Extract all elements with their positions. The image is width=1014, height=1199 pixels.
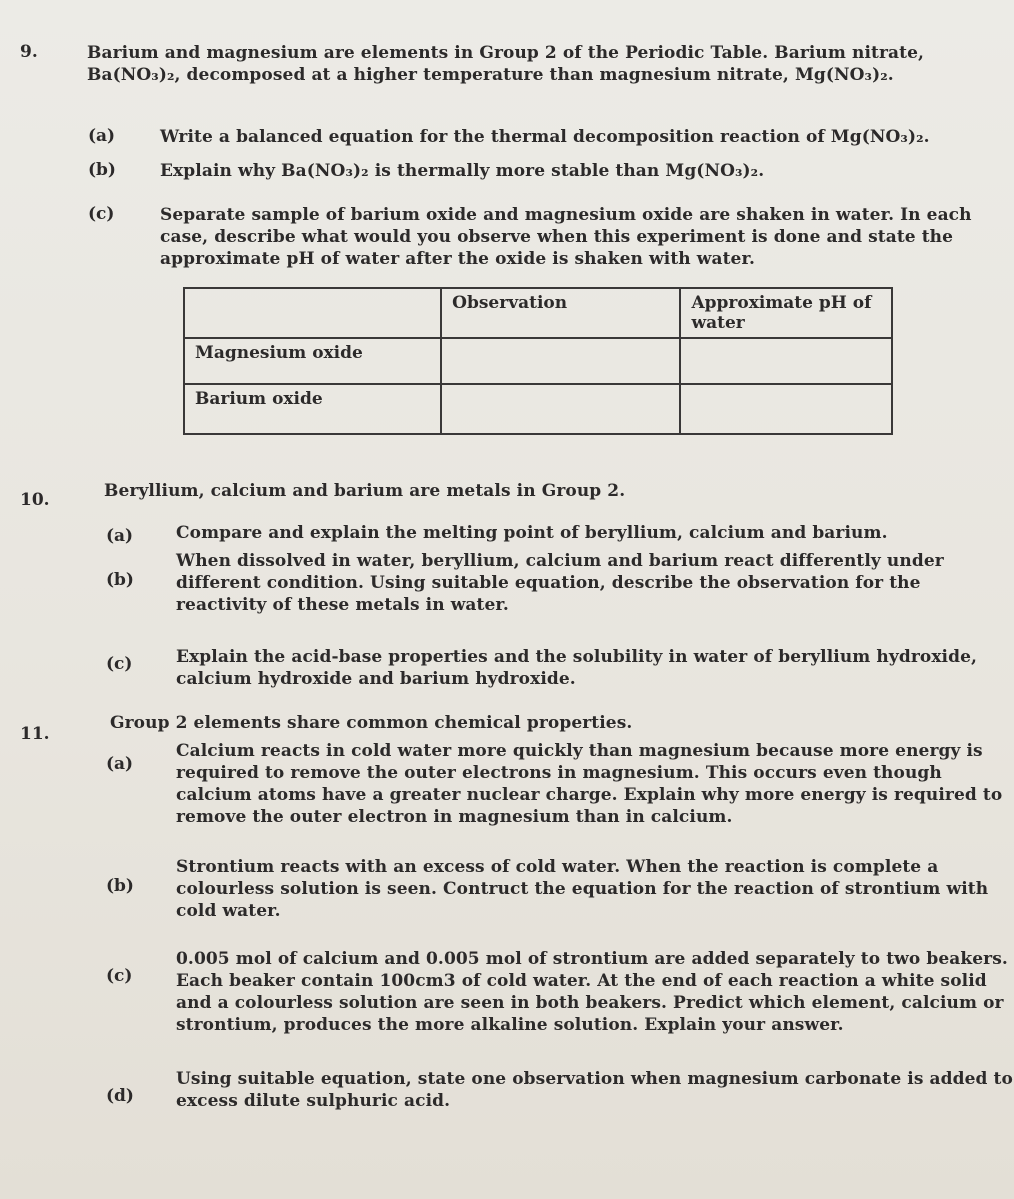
question-11a-label: (a)	[106, 754, 134, 774]
text-line: When dissolved in water, beryllium, calcium and barium react differently under	[176, 551, 944, 571]
text-line: strontium, produces the more alkaline solution. Explain your answer.	[176, 1015, 844, 1035]
text-line: cold water.	[176, 901, 281, 921]
question-9a-label: (a)	[88, 126, 116, 146]
question-10b-label: (b)	[106, 570, 134, 590]
question-10-intro	[104, 480, 625, 502]
question-9c-label: (c)	[88, 204, 115, 224]
text-line: calcium hydroxide and barium hydroxide.	[176, 669, 576, 689]
question-9b-text	[160, 160, 764, 182]
text-line: Beryllium, calcium and barium are metals in Group 2.	[104, 481, 626, 501]
observation-table	[183, 287, 893, 435]
text-line: Barium and magnesium are elements in Group 2 of the Periodic Table. Barium nitrate,	[87, 43, 925, 63]
text-line: Strontium reacts with an excess of cold water. When the reaction is complete a	[176, 857, 939, 877]
text-line: 0.005 mol of calcium and 0.005 mol of strontium are added separately to two beakers.	[176, 949, 1008, 969]
text-line: Explain why Ba(NO₃)₂ is thermally more stable than Mg(NO₃)₂.	[160, 161, 765, 181]
question-10a-text	[176, 522, 888, 544]
question-10a-label: (a)	[106, 526, 134, 546]
table-row	[184, 338, 892, 384]
table-header-observation: Observation	[441, 288, 680, 338]
text-line: different condition. Using suitable equation, describe the observation for the	[176, 573, 921, 593]
table-row-label: Magnesium oxide	[184, 338, 441, 384]
question-11c-label: (c)	[106, 966, 133, 986]
text-line: Write a balanced equation for the thermal decomposition reaction of Mg(NO₃)₂.	[160, 127, 930, 147]
question-11b-label: (b)	[106, 876, 134, 896]
text-line: Using suitable equation, state one observation when magnesium carbonate is added to	[176, 1069, 1013, 1089]
table-row	[184, 384, 892, 434]
text-line: reactivity of these metals in water.	[176, 595, 509, 615]
text-line: and a colourless solution are seen in both beakers. Predict which element, calcium or	[176, 993, 1004, 1013]
question-11b-text	[176, 856, 988, 922]
text-line: approximate pH of water after the oxide is shaken with water.	[160, 249, 755, 269]
table-cell-ph[interactable]	[680, 338, 892, 384]
text-line: colourless solution is seen. Contruct the equation for the reaction of strontium with	[176, 879, 989, 899]
text-line: Explain the acid-base properties and the solubility in water of beryllium hydroxide,	[176, 647, 978, 667]
question-10c-text	[176, 646, 977, 690]
question-9-number: 9.	[20, 42, 38, 62]
text-line: case, describe what would you observe when this experiment is done and state the	[160, 227, 954, 247]
table-row-label: Barium oxide	[184, 384, 441, 434]
question-9a-text	[160, 126, 930, 148]
question-10c-label: (c)	[106, 654, 133, 674]
question-11c-text	[176, 948, 1008, 1036]
table-header-row	[184, 288, 892, 338]
question-9b-label: (b)	[88, 160, 116, 180]
table-header-blank	[184, 288, 441, 338]
text-line: Ba(NO₃)₂, decomposed at a higher temperature than magnesium nitrate, Mg(NO₃)₂.	[87, 65, 894, 85]
question-11-intro	[110, 712, 632, 734]
text-line: Each beaker contain 100cm3 of cold water. At the end of each reaction a white solid	[176, 971, 987, 991]
text-line: remove the outer electron in magnesium than in calcium.	[176, 807, 733, 827]
question-10b-text	[176, 550, 944, 616]
table-cell-ph[interactable]	[680, 384, 892, 434]
text-line: required to remove the outer electrons in magnesium. This occurs even though	[176, 763, 942, 783]
text-line: Separate sample of barium oxide and magnesium oxide are shaken in water. In each	[160, 205, 972, 225]
question-11-number: 11.	[20, 724, 50, 744]
question-9-intro	[87, 42, 924, 86]
table-cell-observation[interactable]	[441, 384, 680, 434]
question-9c-text	[160, 204, 972, 270]
question-10-number: 10.	[20, 490, 50, 510]
table-header-ph: Approximate pH of water	[680, 288, 892, 338]
text-line: excess dilute sulphuric acid.	[176, 1091, 451, 1111]
question-11d-label: (d)	[106, 1086, 134, 1106]
text-line: Calcium reacts in cold water more quickly than magnesium because more energy is	[176, 741, 983, 761]
question-11d-text	[176, 1068, 1013, 1112]
text-line: calcium atoms have a greater nuclear charge. Explain why more energy is required to	[176, 785, 1003, 805]
question-11a-text	[176, 740, 1002, 828]
text-line: Compare and explain the melting point of beryllium, calcium and barium.	[176, 523, 888, 543]
table-cell-observation[interactable]	[441, 338, 680, 384]
text-line: Group 2 elements share common chemical properties.	[110, 713, 633, 733]
